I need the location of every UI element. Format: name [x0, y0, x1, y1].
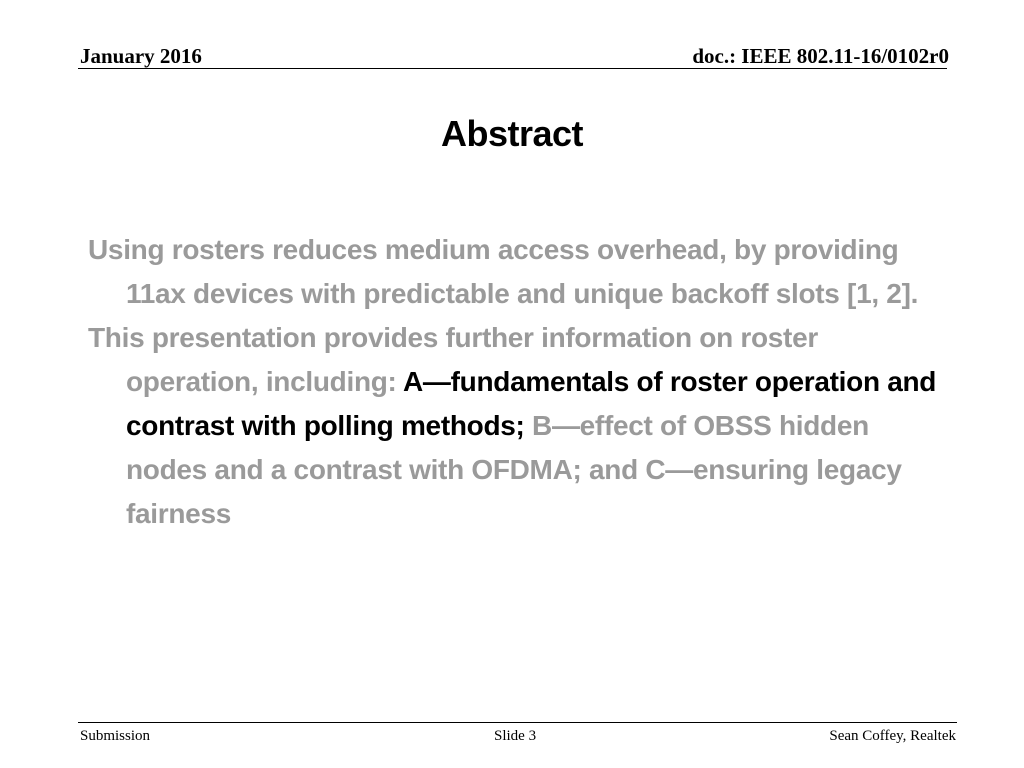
header-date: January 2016	[80, 44, 202, 68]
paragraph-2-rest: B—effect of OBSS hidden nodes and a contrast with OFDMA; and C—ensuring legacy fairness	[126, 410, 902, 529]
footer-author: Sean Coffey, Realtek	[829, 728, 956, 744]
footer-divider	[78, 722, 957, 723]
paragraph-2-intro: This presentation provides further information on roster operation, including:	[88, 322, 818, 397]
footer-submission: Submission	[80, 728, 151, 744]
header-document-id: doc.: IEEE 802.11-16/0102r0	[692, 44, 949, 68]
footer-slide-number: Slide 3	[494, 728, 537, 744]
header-divider	[78, 68, 947, 69]
slide-body	[88, 228, 948, 536]
bullet-paragraph-1: Using rosters reduces medium access overhead, by providing 11ax devices with predictable and unique backoff slots [1, 2].	[88, 234, 919, 309]
slide-title: Abstract	[440, 113, 584, 154]
bullet-paragraph-2	[88, 316, 948, 536]
paragraph-2-emphasis: A—fundamentals of roster operation and contrast with polling methods;	[126, 366, 937, 441]
